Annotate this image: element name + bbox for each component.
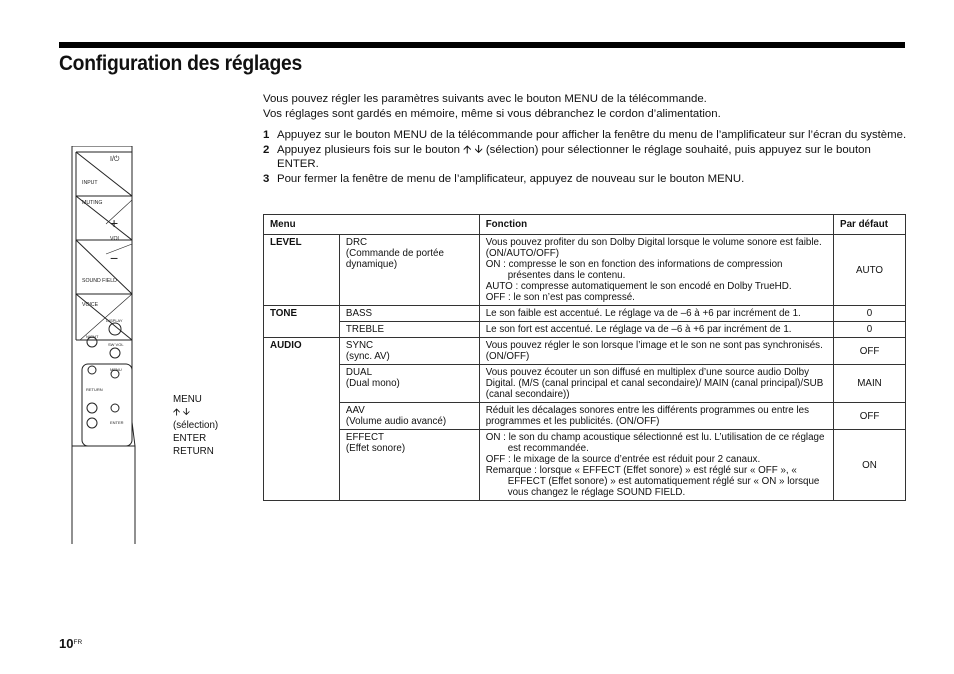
remote-label-input: INPUT bbox=[82, 180, 98, 186]
settings-table bbox=[263, 214, 906, 501]
step-text: Appuyez sur le bouton MENU de la télécommande pour afficher la fenêtre du menu de l’amplificateur sur l’écran du système. bbox=[277, 129, 907, 141]
setting-name bbox=[339, 338, 479, 365]
callout-arrows: 🡩 🡫 bbox=[173, 407, 190, 418]
step-number: 3 bbox=[263, 172, 270, 185]
description-line: Remarque : lorsque « EFFECT (Effet sonore) » est réglé sur « OFF », « EFFECT (Effet sonore) » est automatiquement réglé sur « ON » lorsque vous changez le réglage SOUND FIELD. bbox=[485, 465, 820, 498]
setting-name-line: DRC bbox=[345, 237, 368, 248]
category-audio: AUDIO bbox=[264, 338, 340, 501]
category-level: LEVEL bbox=[264, 235, 340, 306]
default-value: AUTO bbox=[834, 235, 906, 306]
intro-line: Vous pouvez régler les paramètres suivants avec le bouton MENU de la télécommande. bbox=[263, 93, 707, 105]
setting-name-line: (Dual mono) bbox=[345, 378, 400, 389]
setting-description: Le son fort est accentué. Le réglage va de –6 à +6 par incrément de 1. bbox=[479, 322, 833, 338]
table-header-row bbox=[264, 215, 906, 235]
step-text: Pour fermer la fenêtre de menu de l’amplificateur, appuyez de nouveau sur le bouton MENU. bbox=[277, 172, 745, 185]
remote-label-voice: VOICE bbox=[82, 302, 99, 308]
setting-name-line: (Effet sonore) bbox=[345, 443, 406, 454]
setting-description bbox=[479, 430, 833, 501]
vol-plus-glyph: + bbox=[110, 215, 119, 231]
page-title: Configuration des réglages bbox=[59, 52, 302, 75]
table-row bbox=[264, 235, 906, 306]
step-2 bbox=[263, 143, 908, 172]
header-default: Par défaut bbox=[834, 215, 906, 235]
step-3 bbox=[263, 172, 908, 187]
remote-callout bbox=[173, 393, 218, 458]
setting-description: Vous pouvez écouter un son diffusé en multiplex d’une source audio Dolby Digital. (M/S (canal principal et canal secondaire)/ MAIN (canal principal)/SUB (canal secondaire)) bbox=[479, 365, 833, 403]
remote-label-muting: MUTING bbox=[82, 200, 103, 206]
steps-list bbox=[263, 128, 908, 186]
default-value: OFF bbox=[834, 338, 906, 365]
setting-description: Vous pouvez régler le son lorsque l’image et le son ne sont pas synchronisés. (ON/OFF) bbox=[479, 338, 833, 365]
remote-control-illustration bbox=[70, 146, 136, 544]
table-row bbox=[264, 306, 906, 322]
remote-power-label: I/⏻ bbox=[110, 156, 120, 163]
default-value: 0 bbox=[834, 322, 906, 338]
remote-label-vol: VOL bbox=[110, 236, 121, 242]
description-line: ON : compresse le son en fonction des informations de compression présentes dans le contenu. bbox=[485, 259, 783, 281]
remote-label-night: NIGHT bbox=[86, 334, 99, 339]
setting-name: BASS bbox=[339, 306, 479, 322]
callout-enter: ENTER bbox=[173, 433, 207, 444]
table-row bbox=[264, 403, 906, 430]
setting-description bbox=[479, 235, 833, 306]
setting-name bbox=[339, 365, 479, 403]
page-language: FR bbox=[73, 639, 83, 646]
description-line: Vous pouvez profiter du son Dolby Digital lorsque le volume sonore est faible. (ON/AUTO/OFF) bbox=[485, 237, 822, 259]
callout-selection: (sélection) bbox=[173, 420, 219, 431]
intro-line: Vos réglages sont gardés en mémoire, même si vous débranchez le cordon d’alimentation. bbox=[263, 107, 721, 120]
setting-description: Réduit les décalages sonores entre les différents programmes ou entre les programmes et les publicités. (ON/OFF) bbox=[479, 403, 833, 430]
setting-name bbox=[339, 235, 479, 306]
setting-name-line: SYNC bbox=[345, 340, 374, 351]
remote-label-enter: ENTER bbox=[110, 420, 124, 425]
description-line: OFF : le son n’est pas compressé. bbox=[485, 292, 635, 303]
callout-return: RETURN bbox=[173, 446, 214, 457]
remote-label-return: RETURN bbox=[86, 387, 103, 392]
setting-name-line: (sync. AV) bbox=[345, 351, 390, 362]
page-number-value: 10 bbox=[59, 636, 74, 651]
default-value: MAIN bbox=[834, 365, 906, 403]
step-1 bbox=[263, 128, 908, 143]
setting-name: TREBLE bbox=[339, 322, 479, 338]
remote-label-display: DISPLAY bbox=[106, 318, 123, 323]
remote-label-sw-vol: SW VOL bbox=[108, 342, 124, 347]
description-line: ON : le son du champ acoustique sélectionné est lu. L’utilisation de ce réglage est recommandée. bbox=[485, 432, 825, 454]
page-number bbox=[59, 636, 82, 651]
default-value: ON bbox=[834, 430, 906, 501]
setting-name-line: AAV bbox=[345, 405, 365, 416]
header-function: Fonction bbox=[479, 215, 833, 235]
table-row bbox=[264, 365, 906, 403]
setting-name bbox=[339, 430, 479, 501]
setting-description: Le son faible est accentué. Le réglage va de –6 à +6 par incrément de 1. bbox=[479, 306, 833, 322]
default-value: OFF bbox=[834, 403, 906, 430]
vol-minus-glyph: − bbox=[110, 250, 119, 266]
setting-name bbox=[339, 403, 479, 430]
step-number: 2 bbox=[263, 143, 270, 156]
intro-text bbox=[263, 92, 908, 121]
table-row bbox=[264, 322, 906, 338]
category-tone: TONE bbox=[264, 306, 340, 338]
setting-name-line: DUAL bbox=[345, 367, 373, 378]
description-line: OFF : le mixage de la source d’entrée est réduit pour 2 canaux. bbox=[485, 454, 761, 465]
setting-name-line: (Commande de portée dynamique) bbox=[345, 248, 444, 270]
callout-menu: MENU bbox=[173, 394, 202, 405]
table-row bbox=[264, 338, 906, 365]
description-line: AUTO : compresse automatiquement le son encodé en Dolby TrueHD. bbox=[485, 281, 792, 292]
header-menu: Menu bbox=[264, 215, 480, 235]
remote-label-menu: MENU bbox=[110, 367, 122, 372]
setting-name-line: EFFECT bbox=[345, 432, 385, 443]
step-text: Appuyez plusieurs fois sur le bouton 🡩 🡫 (sélection) pour sélectionner le réglage souhaité, puis appuyez sur le bouton ENTER. bbox=[277, 143, 871, 170]
table-row bbox=[264, 430, 906, 501]
step-number: 1 bbox=[263, 129, 270, 141]
top-rule bbox=[59, 42, 905, 48]
setting-name-line: (Volume audio avancé) bbox=[345, 416, 447, 427]
remote-label-sound-field: SOUND FIELD bbox=[82, 278, 117, 284]
default-value: 0 bbox=[834, 306, 906, 322]
